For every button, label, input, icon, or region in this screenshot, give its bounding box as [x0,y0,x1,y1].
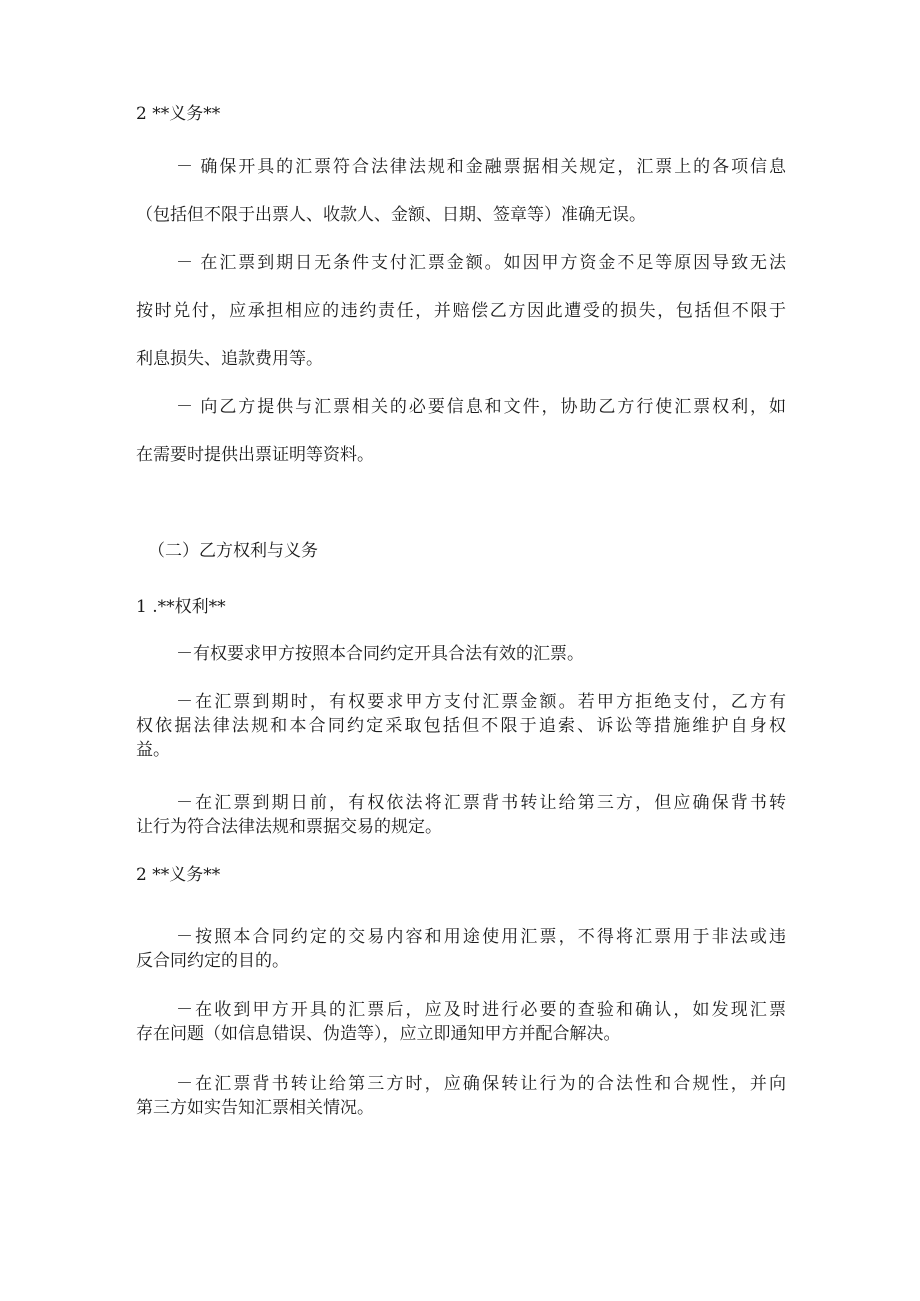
duty-a-3-line-2: 在需要时提供出票证明等资料。 [136,445,374,465]
section-b-title: （二）乙方权利与义务 [148,541,318,561]
right-1 [136,642,786,666]
rights-heading: 1 .**权利** [136,597,226,617]
right-2-line-1: －在汇票到期时，有权要求甲方支付汇票金额。若甲方拒绝支付，乙方有 [176,692,786,712]
right-2-line-3: 益。 [136,740,170,760]
right-1-line-1: －有权要求甲方按照本合同约定开具合法有效的汇票。 [176,644,584,664]
duty-b-1-line-2: 反合同约定的目的。 [136,951,289,971]
duty-b-1 [136,925,786,973]
duty-b-3-line-1: －在汇票背书转让给第三方时，应确保转让行为的合法性和合规性，并向 [176,1074,786,1094]
duty-a-2-line-2: 按时兑付，应承担相应的违约责任，并赔偿乙方因此遭受的损失，包括但不限于 [136,301,786,321]
duty-b-3-line-2: 第三方如实告知汇票相关情况。 [136,1098,374,1118]
duty-b-3 [136,1072,786,1120]
duty-a-2 [136,239,786,383]
duty-b-2 [136,998,786,1046]
duty-b-1-line-1: －按照本合同约定的交易内容和用途使用汇票，不得将汇票用于非法或违 [176,927,786,947]
right-3-line-1: －在汇票到期日前，有权依法将汇票背书转让给第三方，但应确保背书转 [176,793,786,813]
duty-a-3 [136,383,786,479]
duty-b-2-line-1: －在收到甲方开具的汇票后，应及时进行必要的查验和确认，如发现汇票 [176,1000,786,1020]
right-2-line-2: 权依据法律法规和本合同约定采取包括但不限于追索、诉讼等措施维护自身权 [136,716,786,736]
duty-a-2-line-3: 利息损失、追款费用等。 [136,349,323,369]
duty-a-2-line-1: － 在汇票到期日无条件支付汇票金额。如因甲方资金不足等原因导致无法 [176,253,786,273]
right-2 [136,690,786,762]
duty-b-2-line-2: 存在问题（如信息错误、伪造等），应立即通知甲方并配合解决。 [136,1024,621,1044]
right-3-line-2: 让行为符合法律法规和票据交易的规定。 [136,817,442,837]
duty-a-1-line-1: － 确保开具的汇票符合法律法规和金融票据相关规定，汇票上的各项信息 [176,157,786,177]
duty-heading-b: 2 **义务** [136,865,221,885]
duty-heading-a: 2 **义务** [136,104,221,124]
duty-a-1 [136,143,786,239]
duty-a-3-line-1: － 向乙方提供与汇票相关的必要信息和文件，协助乙方行使汇票权利，如 [176,397,786,417]
duty-a-1-line-2: （包括但不限于出票人、收款人、金额、日期、签章等）准确无误。 [136,205,646,225]
right-3 [136,791,786,839]
